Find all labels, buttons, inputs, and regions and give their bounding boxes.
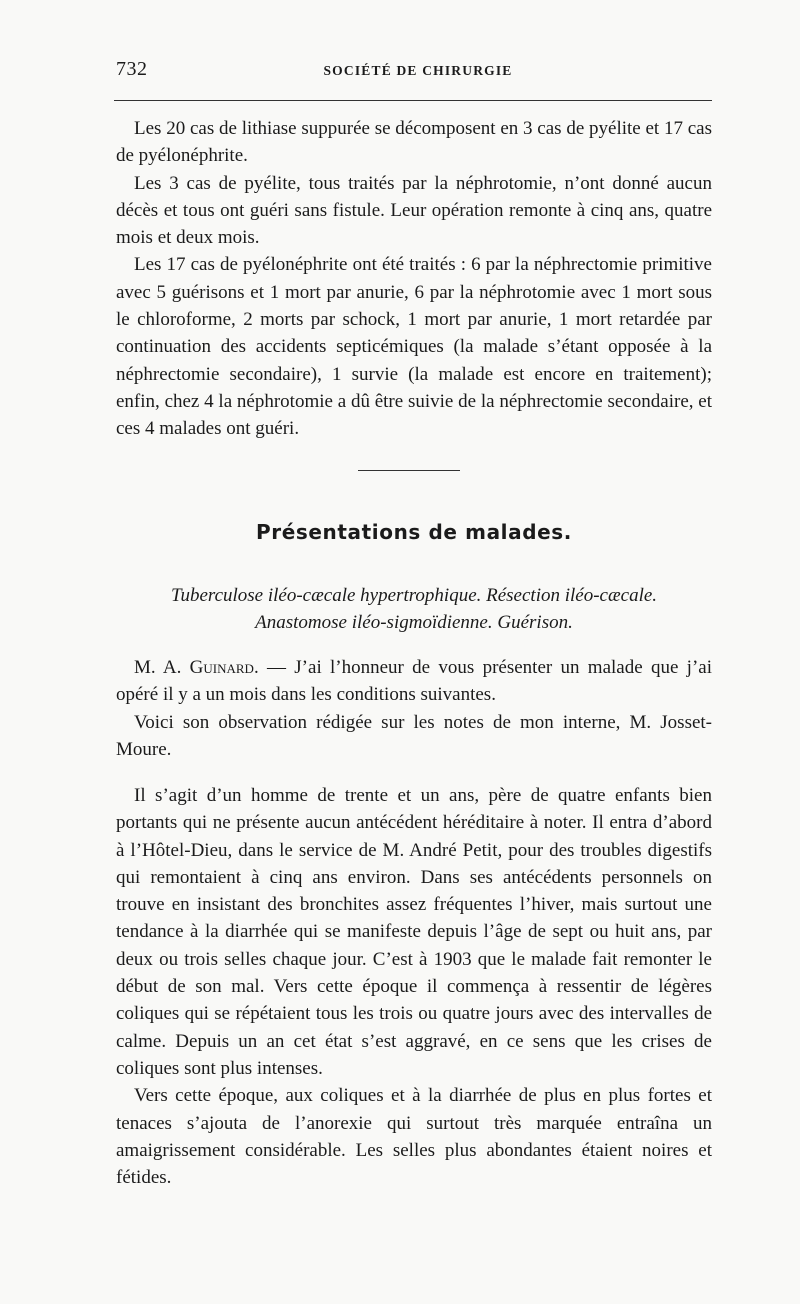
paragraph [116, 654, 712, 709]
paragraph: Les 3 cas de pyélite, tous traités par la néphrotomie, n’ont donné aucun décès et tous ont guéri sans fistule. Leur opération remonte à cinq ans, quatre mois et deux mois. [116, 172, 712, 249]
running-head: SOCIÉTÉ DE CHIRURGIE [323, 63, 513, 78]
page-number: 732 [116, 58, 148, 80]
case-title [116, 582, 712, 636]
section-title: Présentations de malades. [255, 520, 573, 544]
case-title-line: Anastomose iléo-sigmoïdienne. Guérison. [255, 612, 573, 633]
header-rule [114, 100, 712, 101]
paragraph: Les 17 cas de pyélonéphrite ont été traités : 6 par la néphrectomie primitive avec 5 guérisons et 1 mort par anurie, 6 par la néphrotomie avec 1 mort sous le chloroforme, 2 morts par schock, 1 mort par anurie, 1 mort retardée par continuation des accidents septicémiques (la malade s’étant opposée à la néphrectomie secondaire), 1 survie (la malade est encore en traitement); enfin, chez 4 la néphrotomie a dû être suivie de la néphrectomie secondaire, et ces 4 malades ont guéri. [116, 254, 712, 440]
intro-text [116, 115, 712, 443]
paragraph: Les 20 cas de lithiase suppurée se décomposent en 3 cas de pyélite et 17 cas de pyélonéphrite. [116, 118, 712, 167]
author-name: Guinard [189, 657, 254, 678]
page-header [116, 58, 712, 88]
section-divider [358, 470, 460, 471]
paragraph: Voici son observation rédigée sur les notes de mon interne, M. Josset-Moure. [116, 711, 712, 760]
opening-text: . — J’ai l’honneur de vous présenter un malade que j’ai opéré il y a un mois dans les conditions suivantes. [116, 657, 712, 706]
paragraph: Il s’agit d’un homme de trente et un ans, père de quatre enfants bien portants qui ne présente aucun antécédent héréditaire à noter. Il entra d’abord à l’Hôtel-Dieu, dans le service de M. André Petit, pour des troubles digestifs qui remontaient à cinq ans environ. Dans ses antécédents personnels on trouve en insistant des bronchites assez fréquentes l’hiver, mais surtout une tendance à la diarrhée qui se manifeste depuis l’âge de sept ou huit ans, par deux ou trois selles chaque jour. C’est à 1903 que le malade fait remonter le début de son mal. Vers cette époque il commença à ressentir de légères coliques qui se répétaient tous les trois ou quatre jours avec des intervalles de calme. Depuis un an cet état s’est aggravé, en ce sens que les crises de coliques sont plus intenses. [116, 785, 712, 1079]
author-prefix: M. A. [134, 657, 182, 678]
presentation-text [116, 654, 712, 763]
paragraph: Vers cette époque, aux coliques et à la diarrhée de plus en plus fortes et tenaces s’ajouta de l’anorexie qui surtout très marquée entraîna un amaigrissement considérable. Les selles plus abondantes étaient noires et fétides. [116, 1085, 712, 1189]
observation-text [116, 782, 712, 1191]
case-title-line: Tuberculose iléo-cæcale hypertrophique. Résection iléo-cæcale. [170, 585, 658, 606]
